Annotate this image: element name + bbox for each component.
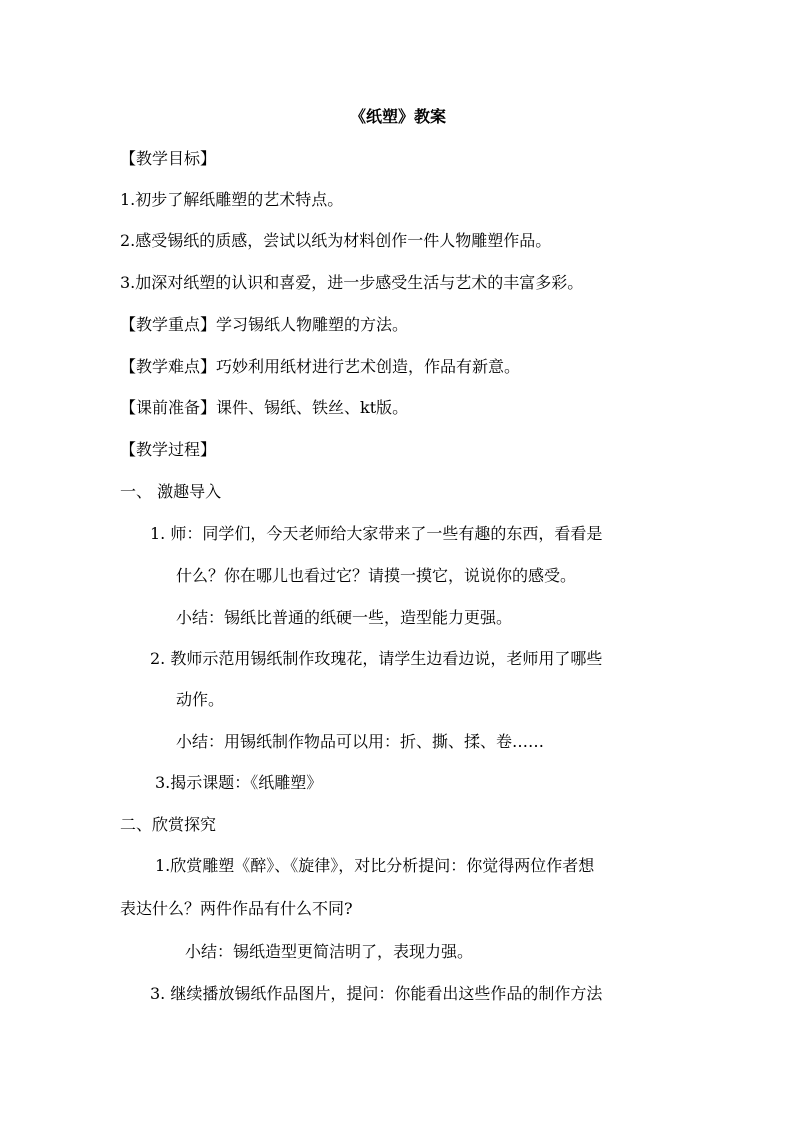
part-2-summary: 小结：锡纸造型更简洁明了，表现力强。 — [185, 942, 474, 961]
objective-2: 2.感受锡纸的质感，尝试以纸为材料创作一件人物雕塑作品。 — [120, 231, 552, 250]
preparation: 【课前准备】课件、锡纸、铁丝、kt版。 — [120, 398, 409, 417]
key-point: 【教学重点】学习锡纸人物雕塑的方法。 — [120, 315, 409, 334]
step-3: 3.揭示课题：《纸雕塑》 — [155, 773, 323, 792]
objective-3: 3.加深对纸塑的认识和喜爱，进一步感受生活与艺术的丰富多彩。 — [120, 273, 584, 292]
step-2-line-1: 2. 教师示范用锡纸制作玫瑰花，请学生边看边说，老师用了哪些 — [150, 649, 603, 668]
step-2-line-2: 动作。 — [176, 690, 225, 709]
step-1-line-1: 1. 师：同学们，今天老师给大家带来了一些有趣的东西，看看是 — [150, 524, 603, 543]
document-title: 《纸塑》教案 — [350, 107, 447, 126]
section-heading-process: 【教学过程】 — [120, 440, 217, 459]
step-1-summary: 小结：锡纸比普通的纸硬一些，造型能力更强。 — [176, 608, 513, 627]
objective-1: 1.初步了解纸雕塑的艺术特点。 — [120, 190, 344, 209]
step-2-summary: 小结：用锡纸制作物品可以用：折、撕、揉、卷…… — [176, 732, 545, 751]
part-2-step-1-line-1: 1.欣赏雕塑《醉》、《旋律》，对比分析提问：你觉得两位作者想 — [155, 856, 595, 875]
part-2-step-1-line-2: 表达什么？两件作品有什么不同? — [120, 899, 353, 918]
part-2-step-3: 3. 继续播放锡纸作品图片，提问：你能看出这些作品的制作方法 — [150, 984, 603, 1003]
difficult-point: 【教学难点】巧妙利用纸材进行艺术创造，作品有新意。 — [120, 357, 521, 376]
part-2-heading: 二、欣赏探究 — [120, 815, 217, 834]
step-1-line-2: 什么？你在哪儿也看过它？请摸一摸它，说说你的感受。 — [176, 566, 577, 585]
part-1-heading: 一、 激趣导入 — [120, 482, 222, 501]
section-heading-objectives: 【教学目标】 — [120, 149, 217, 168]
